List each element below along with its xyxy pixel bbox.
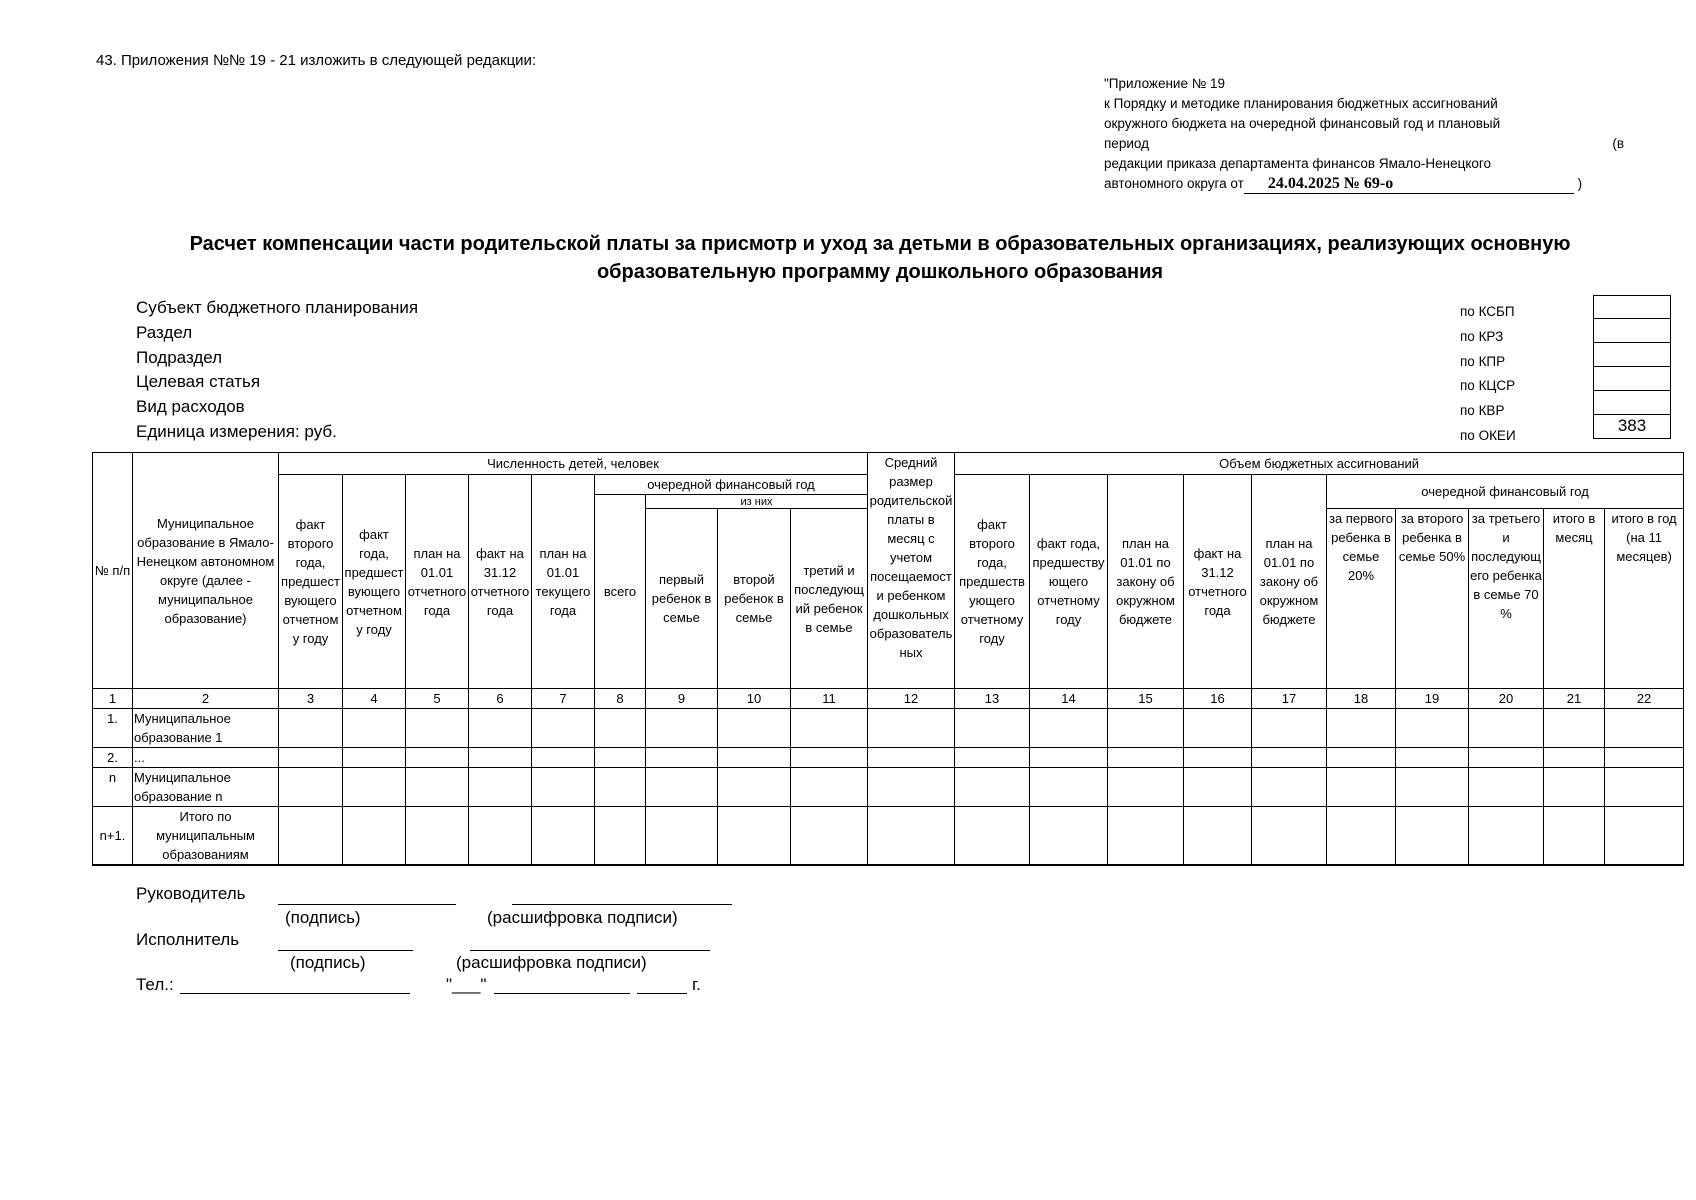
header-c3: факт второго года, предшествующего отчетному году: [279, 475, 343, 689]
cell[interactable]: [406, 748, 469, 768]
header-c17: план на 01.01 по закону об окружном бюджете: [1252, 475, 1327, 689]
cell[interactable]: [1108, 807, 1184, 866]
code-box-kpr[interactable]: [1593, 343, 1671, 367]
column-number: 7: [532, 689, 595, 709]
cell[interactable]: [279, 807, 343, 866]
cell[interactable]: [343, 709, 406, 748]
group-children: Численность детей, человек: [279, 453, 868, 475]
appendix-line: "Приложение № 19: [1104, 76, 1225, 91]
cell[interactable]: [1605, 748, 1684, 768]
cell[interactable]: [868, 768, 955, 807]
meta-code: по КЦСР: [1460, 378, 1516, 394]
column-number: 12: [868, 689, 955, 709]
appendix-last-prefix: автономного округа от: [1104, 176, 1244, 191]
cell[interactable]: [469, 748, 532, 768]
column-number: 17: [1252, 689, 1327, 709]
header-c6: факт на 31.12 отчетного года: [469, 475, 532, 689]
executor-decode-hint: (расшифровка подписи): [456, 953, 647, 972]
column-number: 11: [791, 689, 868, 709]
cell[interactable]: [718, 748, 791, 768]
date-quote: "___": [446, 975, 487, 994]
appendix-line: редакции приказа департамента финансов Ямало-Ненецкого: [1104, 156, 1492, 171]
row-municipality: Муниципальное образование n: [133, 768, 279, 807]
code-boxes: [1593, 295, 1671, 439]
cell[interactable]: [868, 748, 955, 768]
cell[interactable]: [532, 748, 595, 768]
cell[interactable]: [955, 768, 1030, 807]
row-number: 2.: [93, 748, 133, 768]
cell[interactable]: [1396, 768, 1469, 807]
appendix-block: [1104, 74, 1624, 194]
cell[interactable]: [791, 748, 868, 768]
header-c9: первый ребенок в семье: [646, 509, 718, 689]
header-c4: факт года, предшествующего отчетному году: [343, 475, 406, 689]
date-month-line[interactable]: [494, 993, 630, 994]
cell[interactable]: [1108, 748, 1184, 768]
header-c19: за второго ребенка в семье 50%: [1396, 509, 1469, 689]
table-row: [93, 748, 1684, 768]
table-row: [93, 709, 1684, 748]
cell[interactable]: [595, 709, 646, 748]
header-no: № п/п: [93, 453, 133, 689]
group-budget: Объем бюджетных ассигнований: [955, 453, 1684, 475]
cell[interactable]: [718, 768, 791, 807]
head-label: Руководитель: [136, 884, 246, 903]
header-c22: итого в год (на 11 месяцев): [1605, 509, 1684, 689]
meta-label: Раздел: [136, 322, 193, 342]
document-title: [110, 230, 1650, 286]
cell[interactable]: [595, 768, 646, 807]
cell[interactable]: [646, 807, 718, 866]
cell[interactable]: [1327, 768, 1396, 807]
phone-label: Тел.:: [136, 975, 174, 994]
cell[interactable]: [1252, 748, 1327, 768]
column-number: 19: [1396, 689, 1469, 709]
column-number: 14: [1030, 689, 1108, 709]
appendix-line: окружного бюджета на очередной финансовый год и плановый: [1104, 116, 1501, 131]
header-c7: план на 01.01 текущего года: [532, 475, 595, 689]
meta-code: по КСБП: [1460, 304, 1515, 319]
group-next-year: очередной финансовый год: [595, 475, 868, 495]
cell[interactable]: [1544, 768, 1605, 807]
appendix-line: [1104, 134, 1624, 154]
cell[interactable]: [791, 709, 868, 748]
header-c14: факт года, предшествующего отчетному году: [1030, 475, 1108, 689]
executor-signature-line[interactable]: [278, 950, 413, 951]
cell[interactable]: [469, 768, 532, 807]
cell[interactable]: [406, 768, 469, 807]
meta-label: Единица измерения: руб.: [136, 421, 337, 441]
code-box-ksbp[interactable]: [1593, 295, 1671, 319]
column-number: 4: [343, 689, 406, 709]
cell[interactable]: [1030, 748, 1108, 768]
cell[interactable]: [955, 709, 1030, 748]
cell[interactable]: [1327, 748, 1396, 768]
column-number: 21: [1544, 689, 1605, 709]
cell[interactable]: [1544, 709, 1605, 748]
header-c18: за первого ребенка в семье 20%: [1327, 509, 1396, 689]
column-number: 1: [93, 689, 133, 709]
appendix-paren-close: ): [1577, 176, 1583, 191]
cell[interactable]: [1469, 709, 1544, 748]
column-number: 3: [279, 689, 343, 709]
cell[interactable]: [1469, 768, 1544, 807]
column-number: 5: [406, 689, 469, 709]
cell[interactable]: [646, 709, 718, 748]
appendix-paren-open: (в: [1612, 136, 1624, 151]
header-c10: второй ребенок в семье: [718, 509, 791, 689]
cell[interactable]: [595, 807, 646, 866]
group-of-them: из них: [646, 495, 868, 509]
cell[interactable]: [1252, 709, 1327, 748]
cell[interactable]: [1605, 768, 1684, 807]
code-box-krz[interactable]: [1593, 319, 1671, 343]
year-suffix: г.: [692, 975, 701, 994]
title-line: Расчет компенсации части родительской платы за присмотр и уход за детьми в образовательных организациях, реализующих основную: [189, 233, 1571, 255]
date-year-line[interactable]: [637, 993, 687, 994]
cell[interactable]: [1030, 807, 1108, 866]
cell[interactable]: [343, 807, 406, 866]
column-number: 13: [955, 689, 1030, 709]
header-c5: план на 01.01 отчетного года: [406, 475, 469, 689]
header-c15: план на 01.01 по закону об окружном бюджете: [1108, 475, 1184, 689]
header-c16: факт на 31.12 отчетного года: [1184, 475, 1252, 689]
phone-line[interactable]: [180, 993, 410, 994]
cell[interactable]: [1469, 748, 1544, 768]
cell[interactable]: [1469, 807, 1544, 866]
group-budget-next-year: очередной финансовый год: [1327, 475, 1684, 509]
table-row-total: [93, 807, 1684, 866]
cell[interactable]: [532, 709, 595, 748]
cell[interactable]: [718, 807, 791, 866]
group-average-fee: Средний размер родительской платы в месяц с учетом посещаемости ребенком дошкольных образовательных: [868, 453, 955, 689]
head-decode-hint: (расшифровка подписи): [487, 908, 678, 927]
intro-text: 43. Приложения №№ 19 - 21 изложить в следующей редакции:: [96, 52, 537, 69]
meta-label: Субъект бюджетного планирования: [136, 298, 419, 317]
header-c21: итого в месяц: [1544, 509, 1605, 689]
cell[interactable]: [343, 768, 406, 807]
cell[interactable]: [1544, 807, 1605, 866]
column-number: 20: [1469, 689, 1544, 709]
cell[interactable]: [532, 807, 595, 866]
executor-label: Исполнитель: [136, 930, 240, 949]
head-decode-line[interactable]: [512, 904, 732, 905]
cell[interactable]: [1396, 748, 1469, 768]
cell[interactable]: [406, 709, 469, 748]
cell[interactable]: [1184, 768, 1252, 807]
header-municipality: Муниципальное образование в Ямало-Ненецком автономном округе (далее - муниципальное образование): [133, 453, 279, 689]
column-number: 8: [595, 689, 646, 709]
cell[interactable]: [1184, 709, 1252, 748]
code-box-kvr[interactable]: [1593, 391, 1671, 415]
cell[interactable]: [1030, 709, 1108, 748]
cell[interactable]: [1327, 709, 1396, 748]
cell[interactable]: [791, 768, 868, 807]
executor-decode-line[interactable]: [470, 950, 710, 951]
cell[interactable]: [595, 748, 646, 768]
meta-labels: [136, 296, 418, 445]
row-number: n: [93, 768, 133, 807]
cell[interactable]: [1327, 807, 1396, 866]
column-number: 16: [1184, 689, 1252, 709]
row-municipality: Муниципальное образование 1: [133, 709, 279, 748]
cell[interactable]: [868, 807, 955, 866]
appendix-line: к Порядку и методике планирования бюджетных ассигнований: [1104, 96, 1498, 111]
cell[interactable]: [1108, 709, 1184, 748]
cell[interactable]: [1252, 807, 1327, 866]
cell[interactable]: [955, 807, 1030, 866]
appendix-date: 24.04.2025 № 69-о: [1244, 175, 1574, 194]
head-signature-hint: (подпись): [285, 908, 361, 927]
cell[interactable]: [1184, 807, 1252, 866]
meta-code: по КВР: [1460, 403, 1505, 419]
row-municipality: Итого по муниципальным образованиям: [133, 807, 279, 866]
column-number: 15: [1108, 689, 1184, 709]
cell[interactable]: [1184, 748, 1252, 768]
column-number: 18: [1327, 689, 1396, 709]
meta-codes: [1460, 300, 1516, 449]
cell[interactable]: [1252, 768, 1327, 807]
title-line: образовательную программу дошкольного образования: [596, 261, 1164, 283]
head-signature-line[interactable]: [278, 904, 456, 905]
cell[interactable]: [406, 807, 469, 866]
cell[interactable]: [718, 709, 791, 748]
code-box-okei[interactable]: 383: [1593, 415, 1671, 439]
code-box-kcsr[interactable]: [1593, 367, 1671, 391]
cell[interactable]: [279, 768, 343, 807]
cell[interactable]: [1605, 709, 1684, 748]
header-c8: всего: [595, 495, 646, 689]
cell[interactable]: [1030, 768, 1108, 807]
cell[interactable]: [1108, 768, 1184, 807]
meta-code: по КПР: [1460, 353, 1506, 369]
calculation-table: [92, 452, 1684, 866]
meta-code: по КРЗ: [1460, 328, 1504, 344]
column-number: 2: [133, 689, 279, 709]
row-number: n+1.: [93, 807, 133, 866]
column-number: 10: [718, 689, 791, 709]
cell[interactable]: [791, 807, 868, 866]
cell[interactable]: [1396, 709, 1469, 748]
cell[interactable]: [343, 748, 406, 768]
header-c11: третий и последующий ребенок в семье: [791, 509, 868, 689]
cell[interactable]: [868, 709, 955, 748]
cell[interactable]: [646, 748, 718, 768]
appendix-line: [1104, 174, 1624, 194]
cell[interactable]: [469, 807, 532, 866]
column-number: 9: [646, 689, 718, 709]
cell[interactable]: [469, 709, 532, 748]
row-municipality: ...: [133, 748, 279, 768]
cell[interactable]: [1396, 807, 1469, 866]
column-number: 6: [469, 689, 532, 709]
cell[interactable]: [646, 768, 718, 807]
column-number: 22: [1605, 689, 1684, 709]
cell[interactable]: [1544, 748, 1605, 768]
executor-signature-hint: (подпись): [290, 953, 366, 972]
cell[interactable]: [279, 748, 343, 768]
cell[interactable]: [532, 768, 595, 807]
table-row: [93, 768, 1684, 807]
cell[interactable]: [955, 748, 1030, 768]
cell[interactable]: [279, 709, 343, 748]
cell[interactable]: [1605, 807, 1684, 866]
appendix-period: период: [1104, 136, 1149, 151]
header-c13: факт второго года, предшествующего отчетному году: [955, 475, 1030, 689]
meta-label: Целевая статья: [136, 372, 261, 392]
meta-code: по ОКЕИ: [1460, 427, 1516, 443]
column-number-row: [93, 689, 1684, 709]
header-c20: за третьего и последующего ребенка в семье 70 %: [1469, 509, 1544, 689]
row-number: 1.: [93, 709, 133, 748]
meta-label: Вид расходов: [136, 397, 245, 417]
meta-label: Подраздел: [136, 347, 223, 367]
